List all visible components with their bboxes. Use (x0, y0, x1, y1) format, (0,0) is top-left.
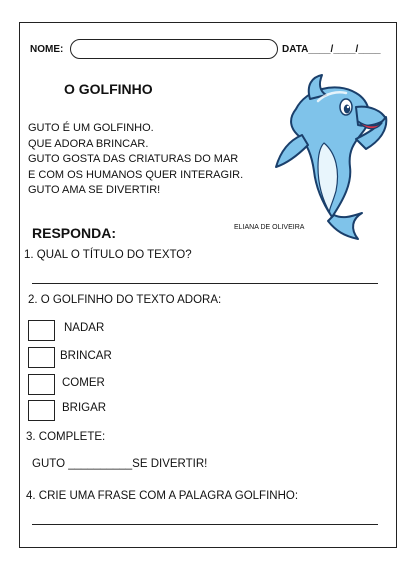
story-line: GUTO AMA SE DIVERTIR! (28, 184, 161, 196)
story-line: GUTO GOSTA DAS CRIATURAS DO MAR (28, 153, 239, 165)
answer-line-1[interactable] (32, 283, 378, 284)
author-credit: ELIANA DE OLIVEIRA (234, 224, 305, 231)
option-comer: COMER (62, 377, 105, 389)
name-label: NOME: (30, 44, 64, 55)
option-brincar: BRINCAR (60, 350, 112, 362)
checkbox-brincar[interactable] (28, 347, 55, 368)
checkbox-nadar[interactable] (28, 320, 55, 341)
checkbox-brigar[interactable] (28, 400, 55, 421)
respond-heading: RESPONDA: (32, 225, 117, 241)
story-line: QUE ADORA BRINCAR. (28, 137, 149, 150)
checkbox-comer[interactable] (28, 374, 55, 395)
story-text (28, 121, 243, 199)
text-title: O GOLFINHO (64, 81, 153, 97)
complete-sentence[interactable]: GUTO __________SE DIVERTIR! (32, 458, 208, 470)
worksheet-frame (19, 22, 397, 548)
option-brigar: BRIGAR (62, 402, 107, 414)
question-3: 3. COMPLETE: (26, 431, 106, 443)
question-4: 4. CRIE UMA FRASE COM A PALAGRA GOLFINHO: (26, 490, 299, 502)
name-field[interactable] (70, 39, 278, 59)
date-label: DATA____/____/____ (282, 44, 381, 55)
story-line: E COM OS HUMANOS QUER INTERAGIR. (28, 168, 244, 181)
answer-line-4[interactable] (32, 524, 378, 525)
dolphin-illustration (266, 71, 394, 249)
story-line: GUTO É UM GOLFINHO. (28, 122, 154, 134)
question-1: 1. QUAL O TÍTULO DO TEXTO? (24, 249, 192, 261)
question-2: 2. O GOLFINHO DO TEXTO ADORA: (28, 294, 222, 306)
option-nadar: NADAR (64, 322, 105, 334)
